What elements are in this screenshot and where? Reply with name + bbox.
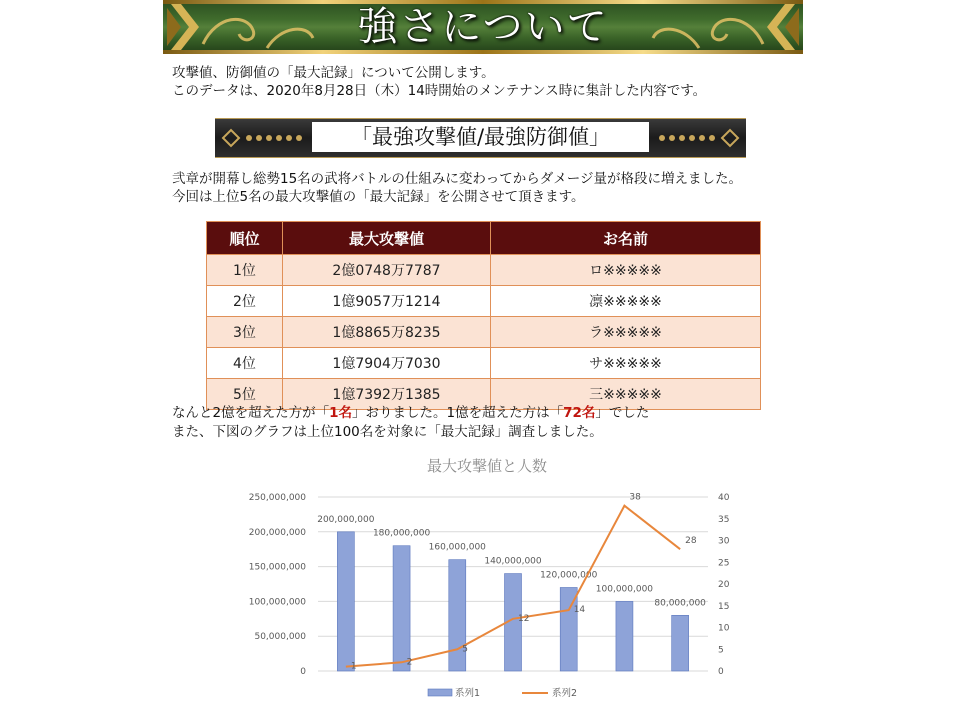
cell-attack: 1億7904万7030	[283, 348, 491, 379]
y-right-tick-label: 40	[718, 493, 730, 503]
bar	[337, 532, 354, 671]
intro-line-2: このデータは、2020年8月28日（木）14時開始のメンテナンス時に集計した内容です。	[172, 83, 707, 99]
line-data-label: 5	[462, 644, 469, 655]
result-line-2: また、下図のグラフは上位100名を対象に「最大記録」調査しました。	[172, 424, 603, 440]
banner-gold-border-bottom	[163, 50, 803, 54]
result-count-over-100m: 72名	[563, 405, 596, 421]
line-data-label: 12	[518, 613, 530, 624]
cell-rank: 1位	[207, 255, 283, 286]
result-count-over-200m: 1名	[329, 405, 352, 421]
bar-data-label: 140,000,000	[484, 556, 542, 567]
bar-data-label: 180,000,000	[372, 528, 431, 539]
result-line-1	[172, 404, 649, 422]
page-title: 強さについて	[357, 4, 609, 50]
y-left-tick-label: 250,000,000	[248, 493, 306, 503]
cell-name: サ※※※※※	[491, 348, 761, 379]
result-text-mid: 」おりました。1億を超えた方は「	[352, 405, 564, 421]
cell-rank: 5位	[207, 379, 283, 410]
cell-attack: 1億7392万1385	[283, 379, 491, 410]
cell-attack: 1億9057万1214	[283, 286, 491, 317]
y-right-tick-label: 10	[718, 623, 730, 634]
legend-label-series2: 系列2	[552, 688, 578, 699]
y-left-tick-label: 50,000,000	[254, 632, 306, 643]
y-right-tick-label: 15	[718, 601, 730, 612]
header-name: お名前	[491, 222, 761, 255]
table-row	[207, 317, 761, 348]
cell-rank: 3位	[207, 317, 283, 348]
cell-rank: 4位	[207, 348, 283, 379]
bar-data-label: 200,000,000	[317, 514, 375, 525]
y-left-tick-label: 100,000,000	[248, 597, 306, 608]
cell-name: ロ※※※※※	[491, 255, 761, 286]
header-rank: 順位	[207, 222, 283, 255]
y-right-tick-label: 25	[718, 558, 730, 569]
result-text-post: 」でした	[595, 405, 650, 421]
legend-swatch-series1	[428, 689, 452, 696]
ranking-table	[206, 221, 761, 410]
header-max-attack: 最大攻撃値	[283, 222, 491, 255]
desc-line-1: 弐章が開幕し総勢15名の武将バトルの仕組みに変わってからダメージ量が格段に増えました。	[172, 171, 743, 187]
line-data-label: 2	[406, 657, 413, 668]
bar-data-label: 100,000,000	[595, 584, 654, 595]
bar-data-label: 80,000,000	[654, 598, 706, 609]
diamond-row-left-ornament-icon	[215, 119, 312, 157]
table-row	[207, 348, 761, 379]
cell-rank: 2位	[207, 286, 283, 317]
line-data-label: 14	[573, 605, 586, 616]
chart-title: 最大攻撃値と人数	[426, 457, 548, 475]
y-right-tick-label: 0	[718, 667, 724, 677]
line-data-label: 38	[629, 492, 641, 503]
y-right-tick-label: 20	[718, 580, 730, 590]
subtitle-label: 「最強攻撃値/最強防御値」	[312, 122, 649, 152]
y-right-tick-label: 5	[718, 645, 724, 656]
y-left-tick-label: 0	[300, 667, 306, 677]
cell-attack: 1億8865万8235	[283, 317, 491, 348]
table-row	[207, 255, 761, 286]
y-right-tick-label: 35	[718, 514, 730, 525]
table-header-row	[207, 222, 761, 255]
result-text-pre: なんと2億を超えた方が「	[172, 405, 330, 421]
combo-chart	[232, 450, 752, 712]
bar	[393, 546, 410, 671]
title-banner	[163, 0, 803, 54]
cell-name: ラ※※※※※	[491, 317, 761, 348]
intro-line-1: 攻撃値、防御値の「最大記録」について公開します。	[172, 65, 495, 81]
line-data-label: 28	[685, 536, 697, 547]
legend-label-series1: 系列1	[455, 688, 481, 699]
bar	[616, 601, 633, 671]
y-left-tick-label: 150,000,000	[248, 562, 306, 573]
bar	[449, 560, 469, 671]
cell-attack: 2億0748万7787	[283, 255, 491, 286]
cell-name: 三※※※※※	[491, 379, 761, 410]
diamond-row-right-ornament-icon	[649, 119, 746, 157]
table-row	[207, 286, 761, 317]
bar-data-label: 160,000,000	[428, 542, 486, 553]
line-data-label: 1	[350, 661, 357, 672]
y-left-tick-label: 200,000,000	[248, 527, 306, 538]
bar-data-label: 120,000,000	[540, 570, 598, 581]
desc-line-2: 今回は上位5名の最大攻撃値の「最大記録」を公開させて頂きます。	[172, 189, 585, 205]
cell-name: 凛※※※※※	[491, 286, 761, 317]
y-right-tick-label: 30	[718, 536, 730, 547]
bar	[672, 615, 689, 671]
subtitle-banner	[215, 118, 746, 158]
